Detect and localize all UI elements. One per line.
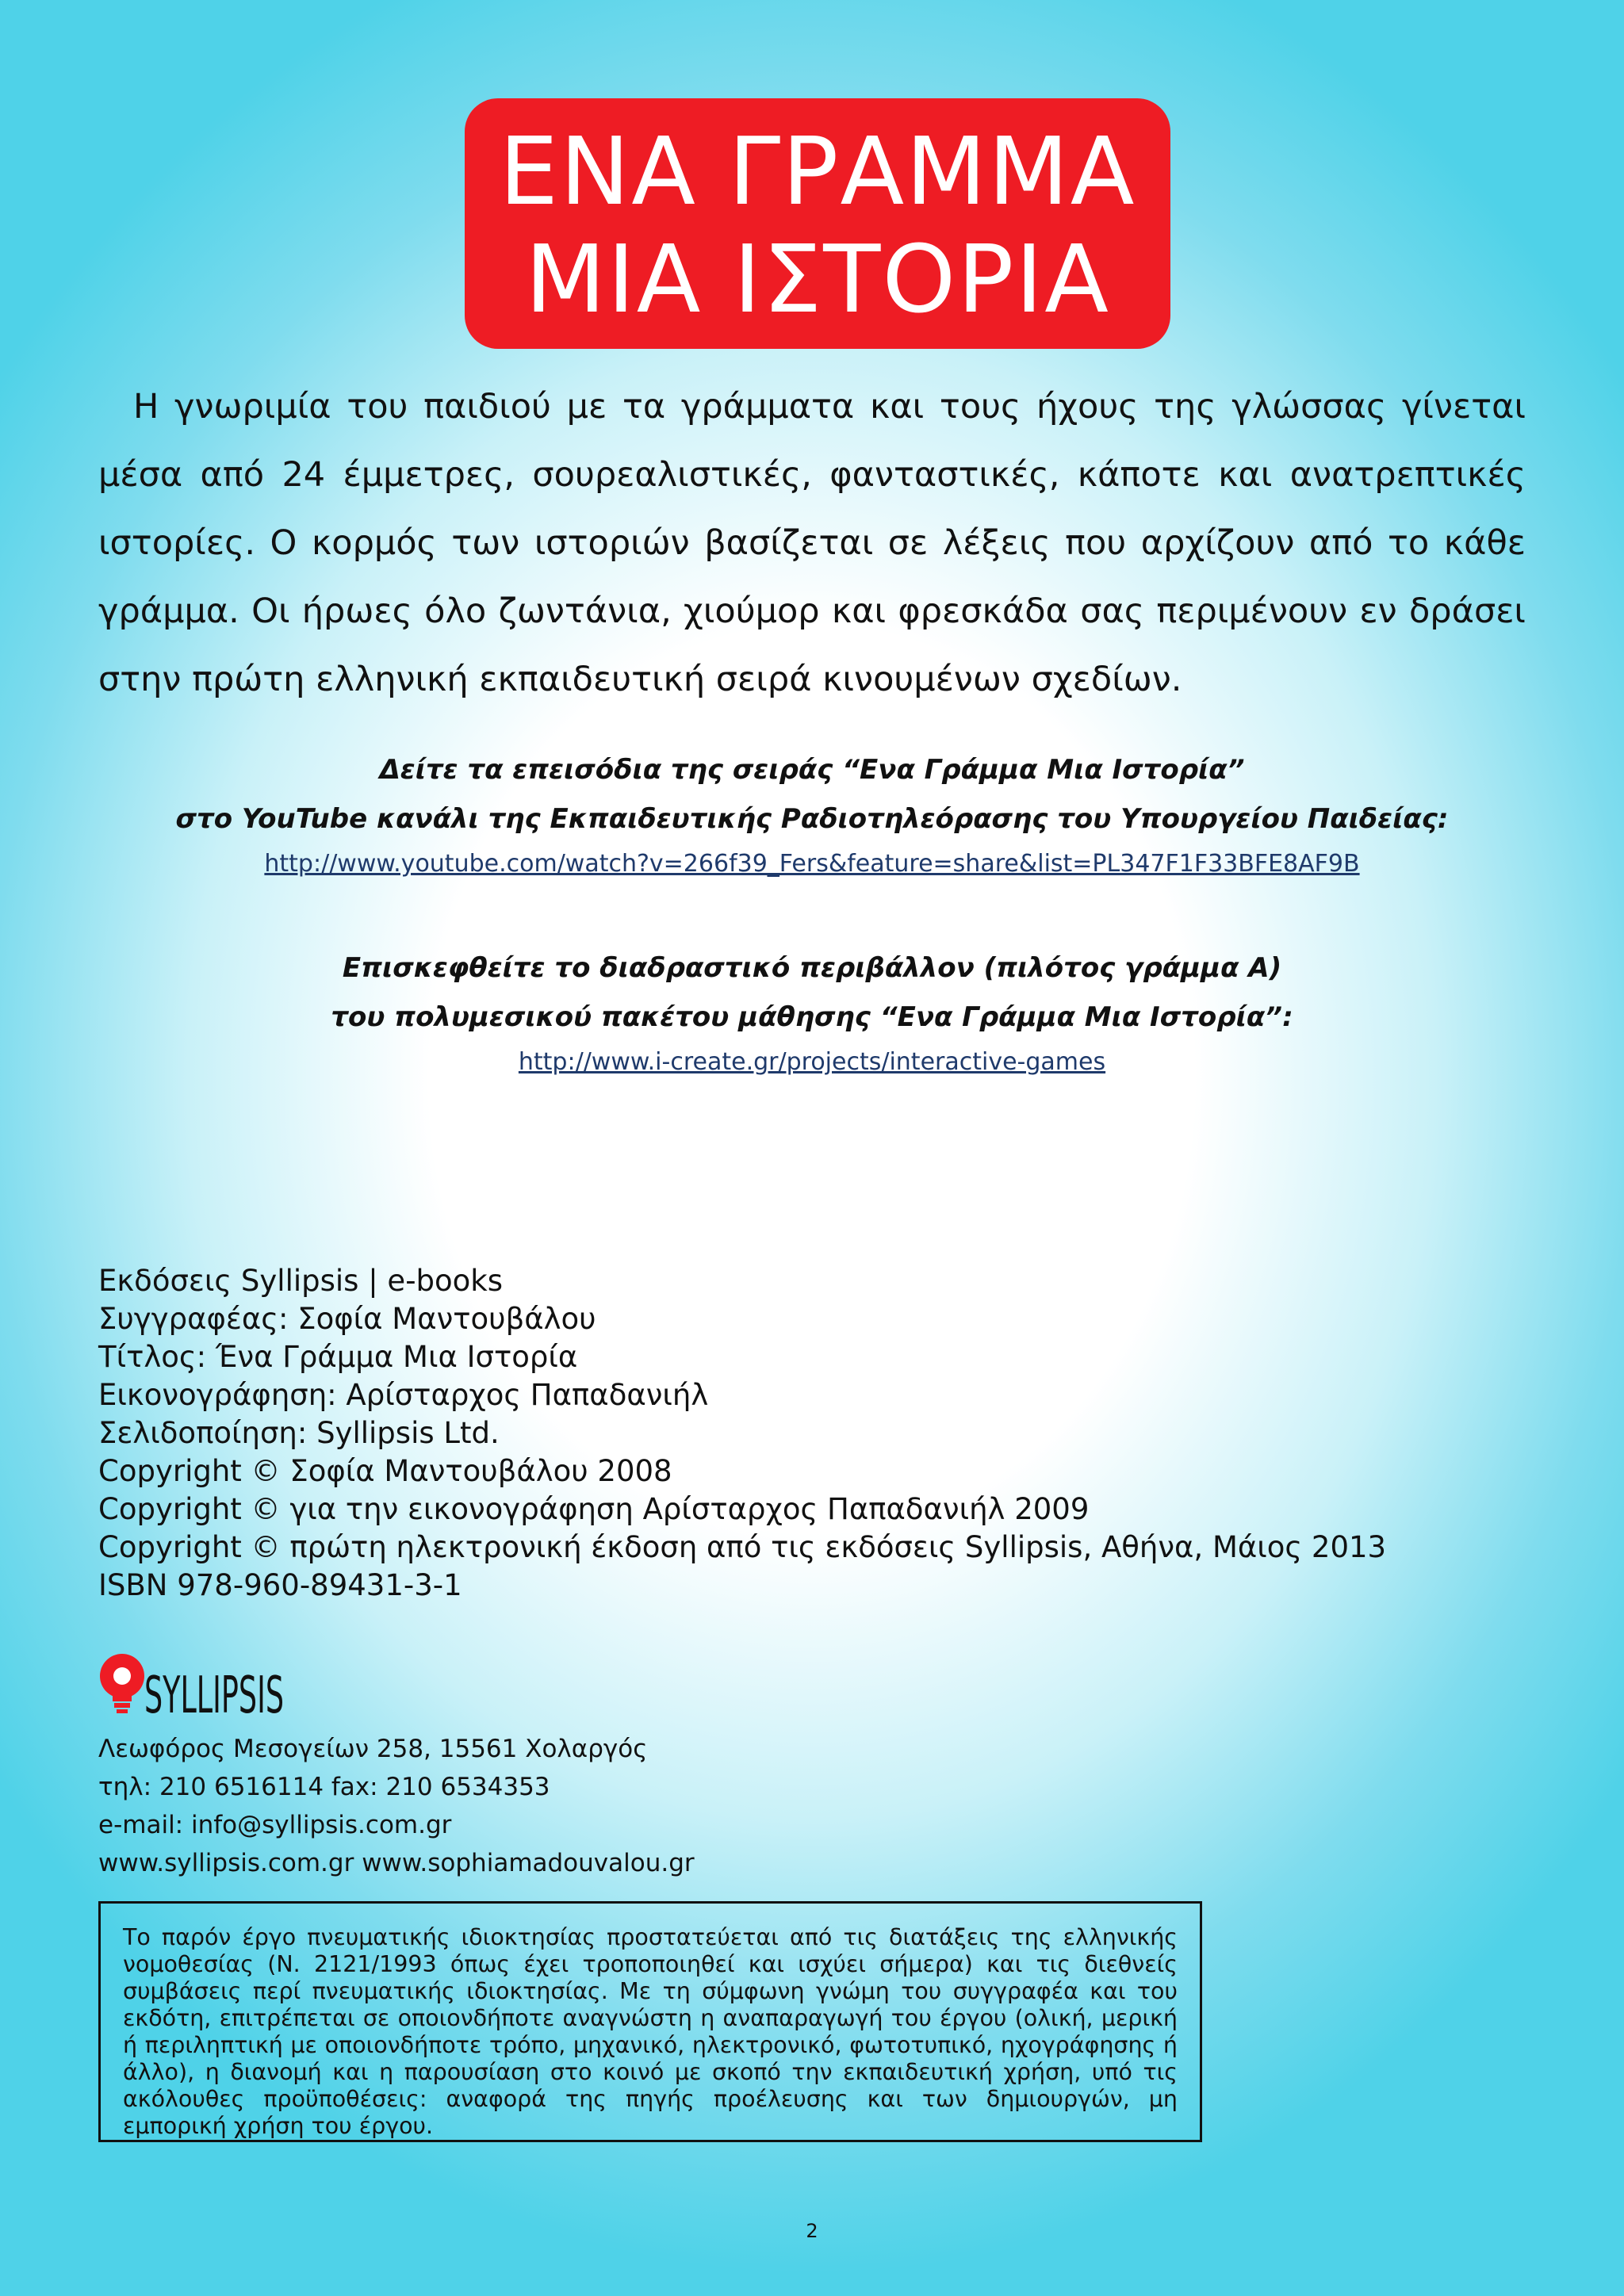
- credit-line: Τίτλος: Ένα Γράμμα Μια Ιστορία: [98, 1340, 578, 1374]
- legal-notice: Το παρόν έργο πνευματικής ιδιοκτησίας προστατεύεται από τις διατάξεις της ελληνικής νομοθεσίας (Ν. 2121/1993 όπως έχει τροποποιηθεί και ισχύει σήμερα) και τις διεθνείς συμβάσεις περί πνευματικής ιδιοκτησίας. Με τη σύμφωνη γνώμη του συγγραφέα και του εκδότη, επιτρέπεται σε οποιονδήποτε αναγνώστη η αναπαραγωγή του έργου (ολική, μερική ή περιληπτική με οποιονδήποτε τρόπο, μηχανικό, ηλεκτρονικό, φωτοτυπικό, ηχογράφησης ή άλλο), η διανομή και η παρουσίαση στο κοινό με σκοπό την εκπαιδευτική χρήση, υπό τις ακόλουθες προϋποθέσεις: αναφορά της πηγής προέλευσης και των δημιουργών, μη εμπορική χρήση του έργου.: [98, 1901, 1202, 2142]
- contact-block: [98, 1730, 695, 1882]
- credit-line: Εκδόσεις Syllipsis | e-books: [98, 1264, 504, 1298]
- title-line-2: ΜΙΑ ΙΣΤΟΡΙΑ: [525, 224, 1110, 334]
- credit-line: Copyright © πρώτη ηλεκτρονική έκδοση από τις εκδόσεις Syllipsis, Αθήνα, Μάιος 2013: [98, 1530, 1387, 1564]
- contact-phone: τηλ: 210 6516114 fax: 210 6534353: [98, 1773, 550, 1801]
- credits-block: [98, 1262, 1386, 1605]
- credit-line: Σελιδοποίηση: Syllipsis Ltd.: [98, 1416, 500, 1450]
- credit-line: ISBN 978-960-89431-3-1: [98, 1568, 462, 1602]
- youtube-link[interactable]: http://www.youtube.com/watch?v=266f39_Fers&feature=share&list=PL347F1F33BFE8AF9B: [264, 850, 1360, 878]
- youtube-promo-line-1: Δείτε τα επεισόδια της σειράς “Ενα Γράμμα Μια Ιστορία”: [379, 754, 1245, 786]
- interactive-promo: [98, 943, 1526, 1076]
- credit-line: Συγγραφέας: Σοφία Μαντουβάλου: [98, 1302, 596, 1336]
- youtube-promo-line-2: στο YouTube κανάλι της Εκπαιδευτικής Ραδιοτηλεόρασης του Υπουργείου Παιδείας:: [175, 803, 1449, 835]
- intro-paragraph: Η γνωριμία του παιδιού με τα γράμματα και τους ήχους της γλώσσας γίνεται μέσα από 24 έμμετρες, σουρεαλιστικές, φανταστικές, κάποτε και ανατρεπτικές ιστορίες. Ο κορμός των ιστοριών βασίζεται σε λέξεις που αρχίζουν από το κάθε γράμμα. Οι ήρωες όλο ζωντάνια, χιούμορ και φρεσκάδα σας περιμένουν εν δράσει στην πρώτη ελληνική εκπαιδευτική σειρά κινουμένων σχεδίων.: [98, 387, 1526, 699]
- lightbulb-icon: [100, 1654, 144, 1713]
- interactive-promo-line-2: του πολυμεσικού πακέτου μάθησης “Ενα Γράμμα Μια Ιστορία”:: [331, 1001, 1293, 1033]
- credit-line: Copyright © Σοφία Μαντουβάλου 2008: [98, 1454, 672, 1488]
- title-banner: [465, 98, 1170, 349]
- contact-websites: www.syllipsis.com.gr www.sophiamadouvalou.gr: [98, 1849, 695, 1877]
- interactive-promo-line-1: Επισκεφθείτε το διαδραστικό περιβάλλον (πιλότος γράμμα Α): [342, 952, 1282, 984]
- credit-line: Copyright © για την εικονογράφηση Αρίσταρχος Παπαδανιήλ 2009: [98, 1492, 1090, 1526]
- contact-email: e-mail: info@syllipsis.com.gr: [98, 1811, 452, 1839]
- interactive-games-link[interactable]: http://www.i-create.gr/projects/interactive-games: [518, 1048, 1106, 1076]
- logo-wordmark: SYLLIPSIS: [144, 1667, 284, 1725]
- credit-line: Εικονογράφηση: Αρίσταρχος Παπαδανιήλ: [98, 1378, 709, 1412]
- title-line-1: ΕΝΑ ΓΡΑΜΜΑ: [499, 117, 1136, 226]
- youtube-promo: [98, 745, 1526, 878]
- page-number: 2: [806, 2220, 818, 2242]
- contact-address: Λεωφόρος Μεσογείων 258, 15561 Χολαργός: [98, 1735, 648, 1763]
- syllipsis-logo: [98, 1649, 289, 1725]
